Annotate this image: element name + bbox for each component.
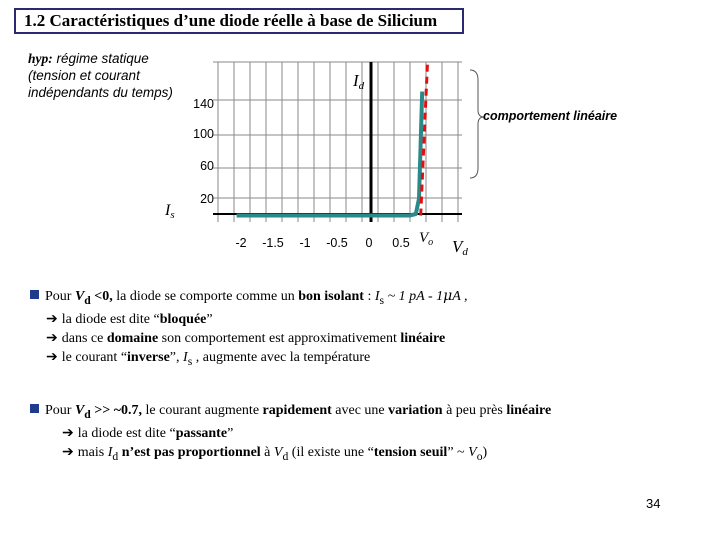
y-tick-labels	[193, 97, 214, 206]
bullet-reverse	[30, 287, 468, 371]
y-tick-label: 140	[193, 97, 214, 111]
page-number: 34	[646, 496, 661, 511]
bullet-forward-line-2: ➔ la diode est dite “passante”	[62, 425, 234, 441]
bullet-forward-line-1: Pour $V_d$ >> ~0.7, le courant augmente rapidement avec une variation à peu près linéaire	[30, 401, 551, 424]
x-tick-label: 0	[365, 236, 373, 250]
x-tick-labels	[235, 236, 409, 250]
y-tick-label: 100	[193, 127, 214, 141]
x-axis-label: Vd	[452, 237, 468, 258]
linear-brace	[470, 70, 484, 178]
is-label: Is	[165, 202, 175, 221]
arrow-icon: ➔	[62, 425, 74, 441]
arrow-icon: ➔	[46, 330, 58, 346]
bullet-forward-line-3: ➔ mais $I_d$ n’est pas proportionnel à $V_d$ (il existe une “tension seuil” ~ $V_o$)	[62, 444, 488, 463]
vo-label: $V_o$	[419, 230, 434, 248]
slide-title: 1.2 Caractéristiques d’une diode réelle à base de Silicium	[14, 8, 464, 34]
bullet-reverse-line-3: ➔ dans ce domaine son comportement est approximativement linéaire	[46, 330, 446, 346]
hyp-label: hyp:	[28, 51, 53, 66]
bullet-square-icon	[30, 404, 39, 413]
bullet-reverse-line-1: Pour $V_d <0$, la diode se comporte comme un bon isolant : $I_s$ ~ 1 pA - 1μA ,	[30, 287, 468, 310]
arrow-icon: ➔	[46, 311, 58, 327]
x-tick-label: -2	[235, 236, 247, 250]
bullet-reverse-line-2: ➔ la diode est dite “bloquée”	[46, 311, 213, 327]
x-tick-label: -0.5	[326, 236, 348, 250]
x-tick-label: -1.5	[262, 236, 284, 250]
y-tick-label: 20	[200, 192, 214, 206]
bullet-reverse-line-4: ➔ le courant “inverse”, $I_s$ , augmente avec la température	[46, 349, 371, 368]
hyp-rest: (tension et courant indépendants du temps)	[28, 68, 173, 100]
bullet-forward	[30, 401, 551, 466]
hyp-bold: régime statique	[56, 51, 149, 66]
arrow-icon: ➔	[46, 349, 58, 365]
brace-label: comportement linéaire	[483, 109, 618, 123]
y-tick-label: 60	[200, 159, 214, 173]
series-layer	[237, 65, 428, 216]
x-tick-label: -1	[299, 236, 311, 250]
arrow-icon: ➔	[62, 444, 74, 460]
y-axis-label: Id	[353, 71, 365, 92]
bullet-square-icon	[30, 290, 39, 299]
x-tick-label: 0.5	[392, 236, 410, 250]
